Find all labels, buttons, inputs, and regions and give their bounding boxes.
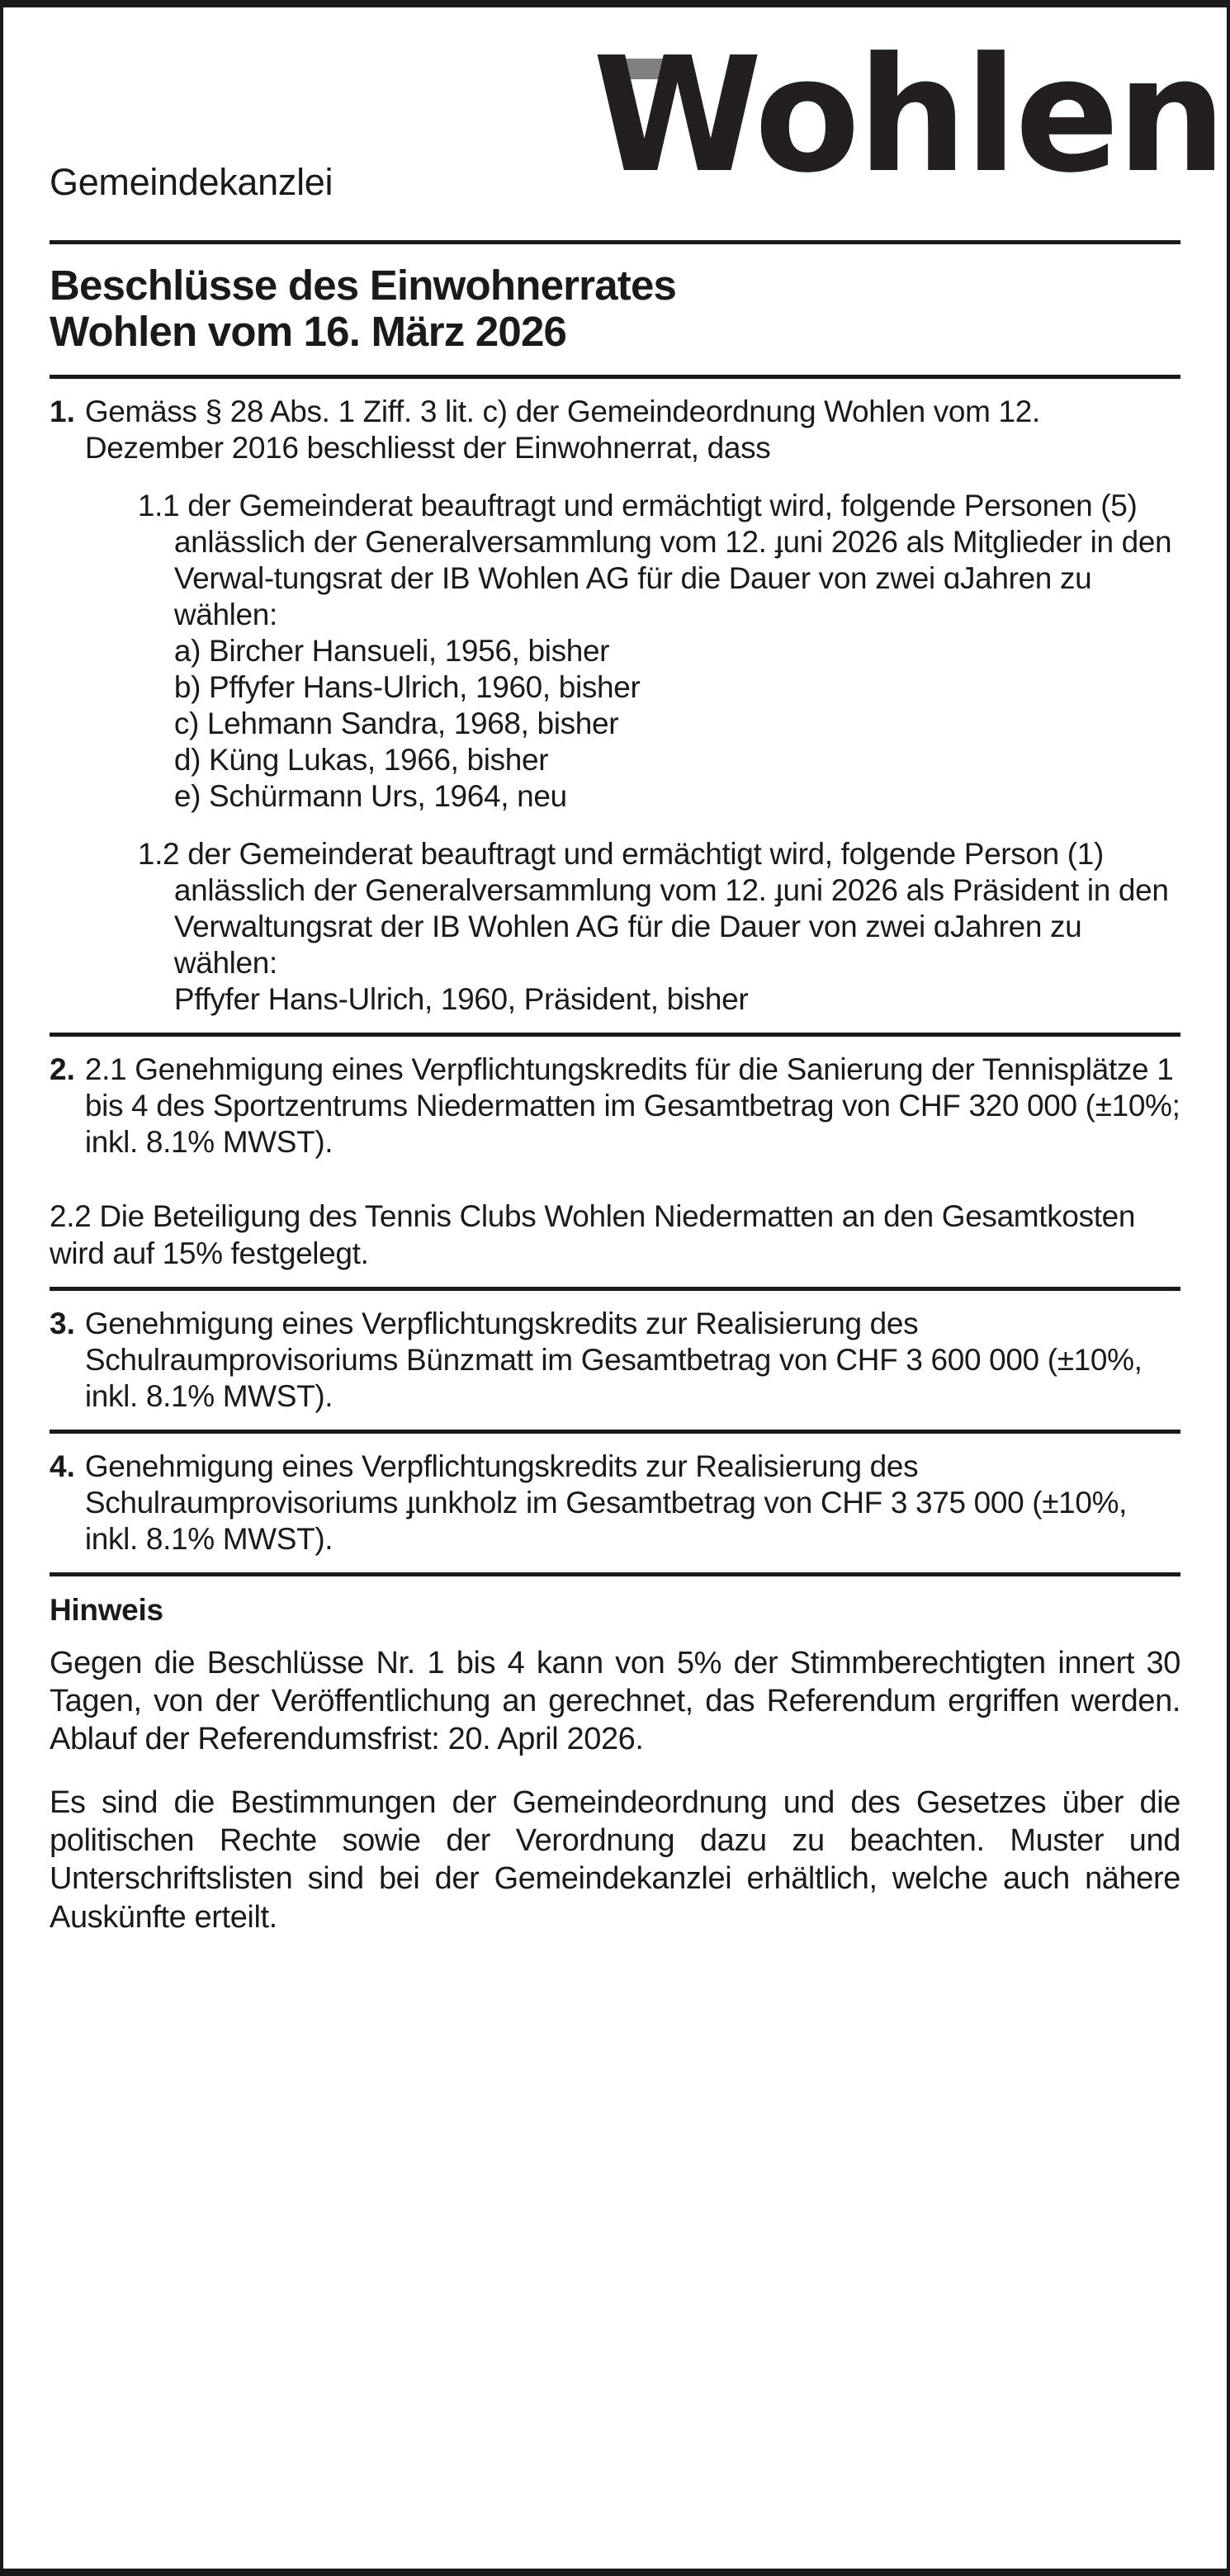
wohlen-logo: [593, 24, 1224, 208]
item-2-sub-2-content: Die Beteiligung des Tennis Clubs Wohlen Niedermatten an den Gesamtkosten wird auf 15% festgelegt.: [50, 1199, 1136, 1270]
item-1-sub-1-candidate-e: e) Schürmann Urs, 1964, neu: [173, 779, 567, 814]
hinweis-paragraph-1: Gegen die Beschlüsse Nr. 1 bis 4 kann von 5% der Stimmberechtigten innert 30 Tagen, von der Veröffentlichung an gerechnet, das Referendum ergriffen werden. Ablauf der Referendumsfrist: 20. April 2026.: [50, 1645, 1180, 1757]
item-1-sub-1-candidate-a: a) Bircher Hansueli, 1956, bisher: [173, 634, 610, 669]
item-1-sub-1-candidate-b: b) Pffyfer Hans-Ulrich, 1960, bisher: [173, 670, 641, 705]
page-title: [50, 244, 1180, 375]
item-4-number: 4.: [50, 1449, 75, 1483]
item-1-sub-1-content: der Gemeinderat beauftragt und ermächtigt wird, folgende Personen (5) anlässlich der Generalversammlung vom 12. ɟuni 2026 als Mitglieder in den Verwal-tungsrat der IB Wohlen AG für die Dauer von zwei ɑJahren zu wählen:: [173, 489, 1172, 632]
item-3-text: Genehmigung eines Verpflichtungskredits zur Realisierung des Schulraumprovisoriums Bünzmatt im Gesamtbetrag von CHF 3 600 000 (±10%, inkl. 8.1% MWST).: [84, 1306, 1142, 1413]
page-title-line-2: Wohlen vom 16. März 2026: [50, 308, 567, 356]
item-3-row: [50, 1306, 1180, 1415]
document-inner: [3, 7, 1227, 2569]
resolution-item-4: [50, 1434, 1180, 1572]
item-3-body: [85, 1306, 1180, 1415]
resolution-item-2: [50, 1037, 1180, 1286]
item-4-text: Genehmigung eines Verpflichtungskredits zur Realisierung des Schulraumprovisoriums ɟunkholz im Gesamtbetrag von CHF 3 375 000 (±10%, inkl. 8.1% MWST).: [84, 1449, 1128, 1556]
item-1-number: 1.: [50, 395, 75, 429]
item-1-sub-2-content: der Gemeinderat beauftragt und ermächtigt wird, folgende Person (1) anlässlich der Generalversammlung vom 12. ɟuni 2026 als Präsident in den Verwaltungsrat der IB Wohlen AG für die Dauer von zwei ɑJahren zu wählen:: [173, 837, 1169, 981]
item-1-sub-2: [85, 836, 1180, 1018]
item-2-sub-2-text: [50, 1198, 1180, 1271]
hinweis-paragraph-2: Es sind die Bestimmungen der Gemeindeordnung und des Gesetzes über die politischen Rechte sowie der Verordnung dazu zu beachten. Muster und Unterschriftslisten sind bei der Gemeindekanzlei erhältlich, welche auch nähere Auskünfte erteilt.: [50, 1784, 1180, 1935]
item-2-sub-1-content: Genehmigung eines Verpflichtungskredits für die Sanierung der Tennisplätze 1 bis 4 des Sportzentrums Niedermatten im Gesamtbetrag von CHF 320 000 (±10%; inkl. 8.1% MWST).: [84, 1052, 1180, 1160]
item-1-sub-2-label: 1.2: [137, 837, 180, 872]
item-2-sub-2-label: 2.2: [50, 1199, 92, 1234]
item-2-body: [85, 1052, 1180, 1160]
item-1-sub-1-text: [138, 488, 1180, 633]
department-label: Gemeindekanzlei: [50, 161, 334, 203]
item-2-row: [50, 1052, 1180, 1160]
hinweis-heading: Hinweis: [50, 1592, 163, 1627]
item-2-number: 2.: [50, 1052, 75, 1087]
item-1-sub-1-candidate-d: d) Küng Lukas, 1966, bisher: [173, 743, 549, 778]
item-1-sub-1-label: 1.1: [137, 489, 180, 523]
item-4-body: [85, 1449, 1180, 1557]
hinweis-section: [50, 1576, 1180, 1945]
item-1-sub-2-text: [138, 836, 1180, 981]
item-4-row: [50, 1449, 1180, 1557]
item-2-sub-1-label: 2.1: [84, 1052, 127, 1087]
document-header: [50, 7, 1224, 240]
item-1-sub-1-candidate-c: c) Lehmann Sandra, 1968, bisher: [173, 707, 619, 741]
item-1-intro: Gemäss § 28 Abs. 1 Ziff. 3 lit. c) der Gemeindeordnung Wohlen vom 12. Dezember 2016 beschliesst der Einwohnerrat, dass: [84, 395, 1040, 466]
item-1-row: [50, 394, 1180, 1018]
item-1-body: [85, 394, 1180, 1018]
resolution-item-3: [50, 1291, 1180, 1430]
logo-wordmark: Wohlen: [593, 24, 1224, 208]
resolution-item-1: [50, 379, 1180, 1033]
item-1-sub-1: [85, 488, 1180, 815]
page-title-line-1: Beschlüsse des Einwohnerrates: [50, 262, 677, 309]
item-2-sub-1-text: [85, 1052, 1180, 1160]
item-3-number: 3.: [50, 1306, 75, 1340]
item-1-sub-2-candidate: Pffyfer Hans-Ulrich, 1960, Präsident, bisher: [173, 982, 749, 1017]
